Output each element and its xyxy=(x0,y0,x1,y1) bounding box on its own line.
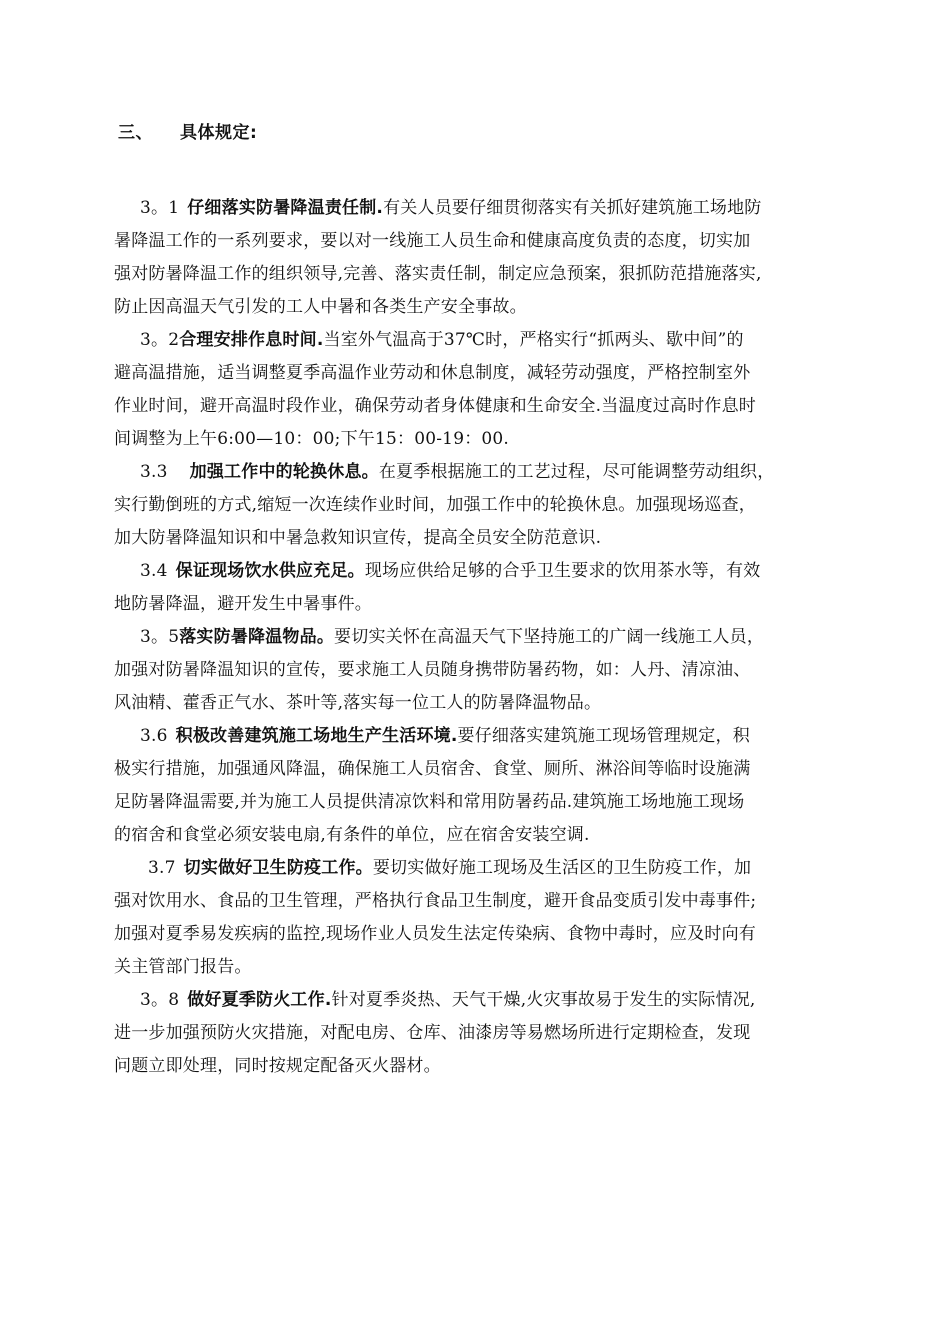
para-3-4-line-2: 地防暑降温，避开发生中暑事件。 xyxy=(114,594,372,614)
para-3-6-line-2: 极实行措施，加强通风降温，确保施工人员宿舍、食堂、厕所、淋浴间等临时设施满 xyxy=(114,759,751,779)
para-title: 仔细落实防暑降温责任制. xyxy=(187,198,384,218)
heading-title: 具体规定: xyxy=(180,123,258,143)
para-3-3-line-2: 实行勤倒班的方式,缩短一次连续作业时间，加强工作中的轮换休息。加强现场巡查， xyxy=(114,495,757,515)
para-title: 合理安排作息时间. xyxy=(179,330,324,350)
para-3-4-line-1: 3.4 保证现场饮水供应充足。现场应供给足够的合乎卫生要求的饮用茶水等，有效 xyxy=(140,561,761,581)
para-3-1-line-2: 暑降温工作的一系列要求，要以对一线施工人员生命和健康高度负责的态度，切实加 xyxy=(114,231,751,251)
para-3-8-line-2: 进一步加强预防火灾措施，对配电房、仓库、油漆房等易燃场所进行定期检查，发现 xyxy=(114,1023,751,1043)
para-3-3-line-3: 加大防暑降温知识和中暑急救知识宣传，提高全员安全防范意识. xyxy=(114,528,602,548)
para-number: 3.7 xyxy=(148,858,176,878)
section-heading xyxy=(118,118,257,143)
para-3-7-line-4: 关主管部门报告。 xyxy=(114,957,252,977)
para-3-6-line-3: 足防暑降温需要,并为施工人员提供清凉饮料和常用防暑药品.建筑施工场地施工现场 xyxy=(114,792,745,812)
para-number: 3。1 xyxy=(140,198,180,218)
para-title: 加强工作中的轮换休息。 xyxy=(189,462,379,482)
para-3-6-line-4: 的宿舍和食堂必须安装电扇,有条件的单位，应在宿舍安装空调. xyxy=(114,825,590,845)
para-3-7-line-1: 3.7 切实做好卫生防疫工作。要切实做好施工现场及生活区的卫生防疫工作，加 xyxy=(148,858,752,878)
para-number: 3。8 xyxy=(140,990,180,1010)
para-3-8-line-3: 问题立即处理，同时按规定配备灭火器材。 xyxy=(114,1056,441,1076)
para-3-7-line-3: 加强对夏季易发疾病的监控,现场作业人员发生法定传染病、食物中毒时，应及时向有 xyxy=(114,924,757,944)
para-3-1-line-4: 防止因高温天气引发的工人中暑和各类生产安全事故。 xyxy=(114,297,527,317)
para-number: 3.6 xyxy=(140,726,168,746)
para-title: 落实防暑降温物品。 xyxy=(179,627,335,647)
para-3-2-line-2: 避高温措施，适当调整夏季高温作业劳动和休息制度，减轻劳动强度，严格控制室外 xyxy=(114,363,751,383)
para-3-2-line-1: 3。2合理安排作息时间.当室外气温高于37℃时，严格实行“抓两头、歇中间”的 xyxy=(140,330,744,350)
para-title: 积极改善建筑施工场地生产生活环境. xyxy=(175,726,458,746)
para-3-6-line-1: 3.6 积极改善建筑施工场地生产生活环境.要仔细落实建筑施工现场管理规定，积 xyxy=(140,726,750,746)
para-3-1-line-1: 3。1 仔细落实防暑降温责任制.有关人员要仔细贯彻落实有关抓好建筑施工场地防 xyxy=(140,198,762,218)
para-number: 3.4 xyxy=(140,561,168,581)
para-3-5-line-3: 风油精、藿香正气水、茶叶等,落实每一位工人的防暑降温物品。 xyxy=(114,693,602,713)
para-3-1-line-3: 强对防暑降温工作的组织领导,完善、落实责任制，制定应急预案，狠抓防范措施落实, xyxy=(114,264,762,284)
para-3-5-line-1: 3。5落实防暑降温物品。要切实关怀在高温天气下坚持施工的广阔一线施工人员， xyxy=(140,627,765,647)
para-title: 做好夏季防火工作. xyxy=(187,990,332,1010)
para-title: 切实做好卫生防疫工作。 xyxy=(183,858,373,878)
para-number: 3.3 xyxy=(140,462,168,482)
para-3-7-line-2: 强对饮用水、食品的卫生管理，严格执行食品卫生制度，避开食品变质引发中毒事件; xyxy=(114,891,757,911)
para-title: 保证现场饮水供应充足。 xyxy=(175,561,365,581)
para-3-2-line-4: 间调整为上午6:00—10：00;下午15：00-19：00. xyxy=(114,429,510,449)
para-3-5-line-2: 加强对防暑降温知识的宣传，要求施工人员随身携带防暑药物，如：人丹、清凉油、 xyxy=(114,660,751,680)
para-number: 3。5 xyxy=(140,627,180,647)
heading-number: 三、 xyxy=(118,123,153,143)
para-3-3-line-1: 3.3 加强工作中的轮换休息。在夏季根据施工的工艺过程，尽可能调整劳动组织， xyxy=(140,462,775,482)
para-number: 3。2 xyxy=(140,330,180,350)
para-3-2-line-3: 作业时间，避开高温时段作业，确保劳动者身体健康和生命安全.当温度过高时作息时 xyxy=(114,396,757,416)
para-3-8-line-1: 3。8 做好夏季防火工作.针对夏季炎热、天气干燥,火灾事故易于发生的实际情况, xyxy=(140,990,756,1010)
